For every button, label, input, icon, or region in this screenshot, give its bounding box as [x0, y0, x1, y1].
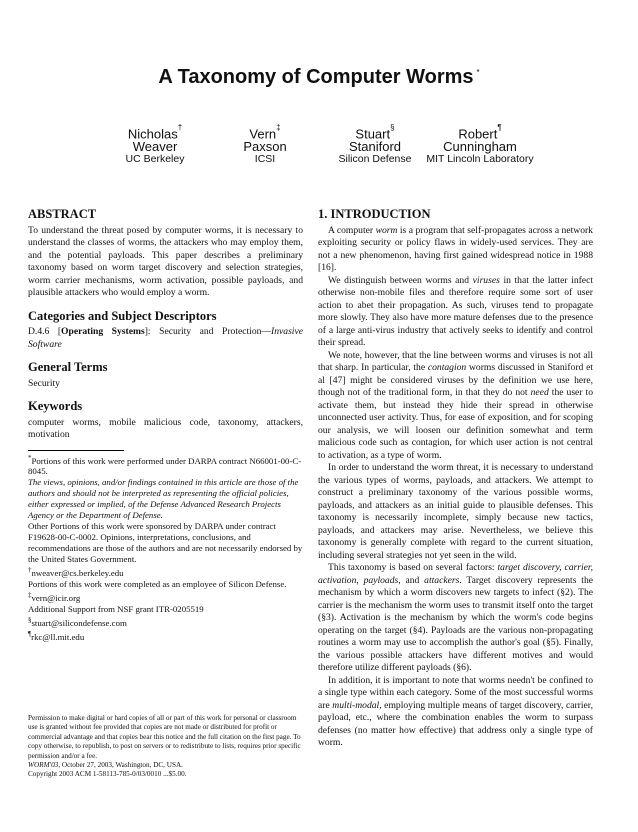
general-terms-heading: General Terms — [28, 360, 108, 374]
text-run: is a program that self-propagates across a network exploiting security or policy flaws in widely-used services. They are not a new phenomenon, having first gained widespread notice in 1988 [16]. — [318, 224, 593, 273]
introduction-heading: 1. INTRODUCTION — [318, 207, 431, 221]
text-run-italic: attackers — [424, 574, 460, 586]
text-run: the user to activate them, but instead they hide their spread in otherwise unconnected user activity. Thus, for ease of exposition, and for scoping our analysis, we will loosen our definition somewhat and term malicious code such as contagion, for which user action is not central to activation, as a type of worm. — [318, 387, 593, 461]
footnote-star — [28, 453, 303, 478]
author-first-name: Vern — [249, 126, 277, 142]
footnote-mark: † — [28, 566, 32, 575]
footnote-email: vern@icir.org — [31, 593, 81, 604]
title-footnote-mark: * — [476, 68, 480, 77]
text-run: We distinguish between worms and — [328, 274, 473, 286]
footnote-email: stuart@silicondefense.com — [31, 618, 127, 629]
intro-paragraph-3 — [318, 350, 593, 463]
footnote-note: Additional Support from NSF grant ITR-0205519 — [28, 604, 204, 615]
text-run: worms discussed in Staniford et al [47] might be considered viruses by the definition we use here, though not of the traditional form, in that they do not — [318, 362, 593, 398]
text-run-italic: need — [530, 387, 549, 398]
paper-title — [0, 66, 638, 89]
text-run: , employing multiple means of target discovery, carrier, payload, etc., where the combination enables the worm to surpass defenses (no matter how effective) that address only a single type of worm. — [318, 699, 593, 748]
categories-italic: Invasive Software — [28, 326, 303, 350]
footnote-note: Portions of this work were completed as an employee of Silicon Defense. — [28, 579, 287, 590]
keywords-heading: Keywords — [28, 399, 83, 413]
keywords-text: computer worms, mobile malicious code, taxonomy, attackers, motivation — [28, 416, 303, 440]
text-run: We note, however, that the line between worms and viruses is not all that sharp. In particular, the — [318, 349, 593, 373]
categories-heading: Categories and Subject Descriptors — [28, 308, 217, 323]
text-run: This taxonomy is based on several factors: — [328, 562, 498, 573]
author-affiliation: Silicon Defense — [338, 153, 412, 166]
author-last-name: Cunningham — [443, 139, 517, 155]
author-last-name: Weaver — [132, 139, 178, 155]
footnote-email: rkc@ll.mit.edu — [31, 632, 85, 643]
left-column — [28, 208, 303, 643]
footnote-mark: § — [28, 616, 32, 625]
author-3 — [320, 124, 430, 165]
author-2 — [210, 124, 320, 165]
author-affiliation: ICSI — [254, 153, 276, 166]
author-affiliation: MIT Lincoln Laboratory — [426, 153, 534, 166]
copyright-line: Copyright 2003 ACM 1-58113-785-0/03/0010 ...$5.00. — [28, 770, 187, 779]
author-mark: † — [177, 123, 183, 132]
text-run: In addition, it is important to note that worms needn't be confined to a single type within each category. Some of the most successful worms are — [318, 674, 593, 711]
categories-mid: ]: Security and Protection— — [144, 326, 272, 337]
author-mark: ‡ — [276, 123, 281, 132]
categories-text — [28, 326, 303, 351]
venue-line — [28, 761, 303, 770]
footnote-other-sponsorship: Other Portions of this work were sponsored by DARPA under contract F19628-00-C-0002. Opinions, interpretations, conclusions, and recommendations are those of the authors and are not necessarily endorsed by the United States Government. — [28, 521, 303, 565]
title-text: A Taxonomy of Computer Worms — [158, 66, 474, 88]
author-affiliation: UC Berkeley — [125, 153, 185, 166]
author-1 — [100, 124, 210, 165]
abstract-text: To understand the threat posed by computer worms, it is necessary to understand the classes of worms, the attackers who may employ them, and the potential payloads. This paper describes a preliminary taxonomy based on worm target discovery and selection strategies, worm carrier mechanisms, worm activation, possible payloads, and plausible attackers who would employ a worm. — [28, 224, 303, 298]
text-run-italic: target discovery, carrier, activation, payloads, — [318, 562, 594, 586]
footnotes — [28, 453, 303, 644]
footnote-mark: ¶ — [28, 630, 32, 639]
author-first-name: Nicholas — [127, 126, 178, 142]
general-terms-text: Security — [28, 377, 60, 389]
author-mark: ¶ — [497, 123, 502, 132]
footnote-mark: ‡ — [28, 591, 32, 600]
intro-paragraph-2 — [318, 275, 593, 350]
author-last-name: Staniford — [348, 139, 402, 155]
footnote-disclaimer: The views, opinions, and/or findings contained in this article are those of the authors and should not be interpreted as representing the official policies, either expressed or implied, of the Defense Advanced Research Projects Agency or the Department of Defense. — [28, 477, 299, 521]
permission-notice — [28, 714, 303, 780]
venue-name: WORM'03, — [28, 761, 61, 770]
author-4 — [425, 124, 535, 165]
author-first-name: Stuart — [355, 126, 391, 142]
footnote-text: Portions of this work were performed under DARPA contract N66001-00-C-8045. — [28, 455, 302, 477]
text-run-italic: worm — [375, 224, 398, 236]
text-run-italic: viruses — [472, 274, 500, 286]
footnote-divider — [28, 450, 124, 451]
intro-paragraph-5 — [318, 562, 593, 675]
categories-code: D.4.6 [ — [28, 326, 62, 337]
right-column — [318, 208, 593, 750]
text-run-italic: multi-modal — [332, 699, 380, 711]
text-run: and — [400, 574, 425, 586]
author-mark: § — [390, 123, 395, 132]
text-run: in that the latter infect otherwise non-mobile files and therefore require some sort of user action to abet their propagation. As such, viruses tend to propagate more slowly. They also have more mature defenses due to the presence of a large anti-virus industry that actively seeks to identify and control their spread. — [318, 274, 593, 348]
categories-bold: Operating Systems — [61, 326, 145, 337]
footnote-email: nweaver@cs.berkeley.edu — [31, 568, 124, 579]
intro-paragraph-6 — [318, 675, 593, 750]
venue-details: October 27, 2003, Washington, DC, USA. — [60, 761, 183, 770]
abstract-heading: ABSTRACT — [28, 207, 97, 221]
text-run: A computer — [328, 224, 376, 236]
author-last-name: Paxson — [243, 139, 287, 155]
permission-text: Permission to make digital or hard copies of all or part of this work for personal or classroom use is granted without fee provided that copies are not made or distributed for profit or commercial advantage and that copies bear this notice and the full citation on the first page. To copy otherwise, to republish, to post on servers or to redistribute to lists, requires prior specific permission and/or a fee. — [28, 714, 301, 760]
footnote-mark: * — [28, 453, 32, 462]
author-first-name: Robert — [458, 126, 498, 142]
intro-paragraph-1 — [318, 225, 593, 275]
text-run-italic: contagion — [427, 362, 467, 373]
text-run: . Target discovery represents the mechanism by which a worm discovers new targets to infect (§2). The carrier is the mechanism the worm uses to transmit itself onto the target (§3). Activation is the mechanism by which the worm's code begins operating on the target (§4). Payloads are the various non-propagating routines a worm may use to accomplish the author's goal (§5). Finally, the various possible attackers have different motives and would therefore utilize different payloads (§6). — [318, 574, 594, 673]
intro-paragraph-4: In order to understand the worm threat, it is necessary to understand the various types of worms, payloads, and attackers. We attempt to construct a preliminary taxonomy of the various possible worms, payloads, and attackers as an initial guide to plausible defenses. This taxonomy is necessarily incomplete, simply because new tactics, payloads, and attackers may arise. Nevertheless, we believe this taxonomy is generally complete with regard to the current situation, including several strategies not yet seen in the wild. — [318, 462, 593, 561]
